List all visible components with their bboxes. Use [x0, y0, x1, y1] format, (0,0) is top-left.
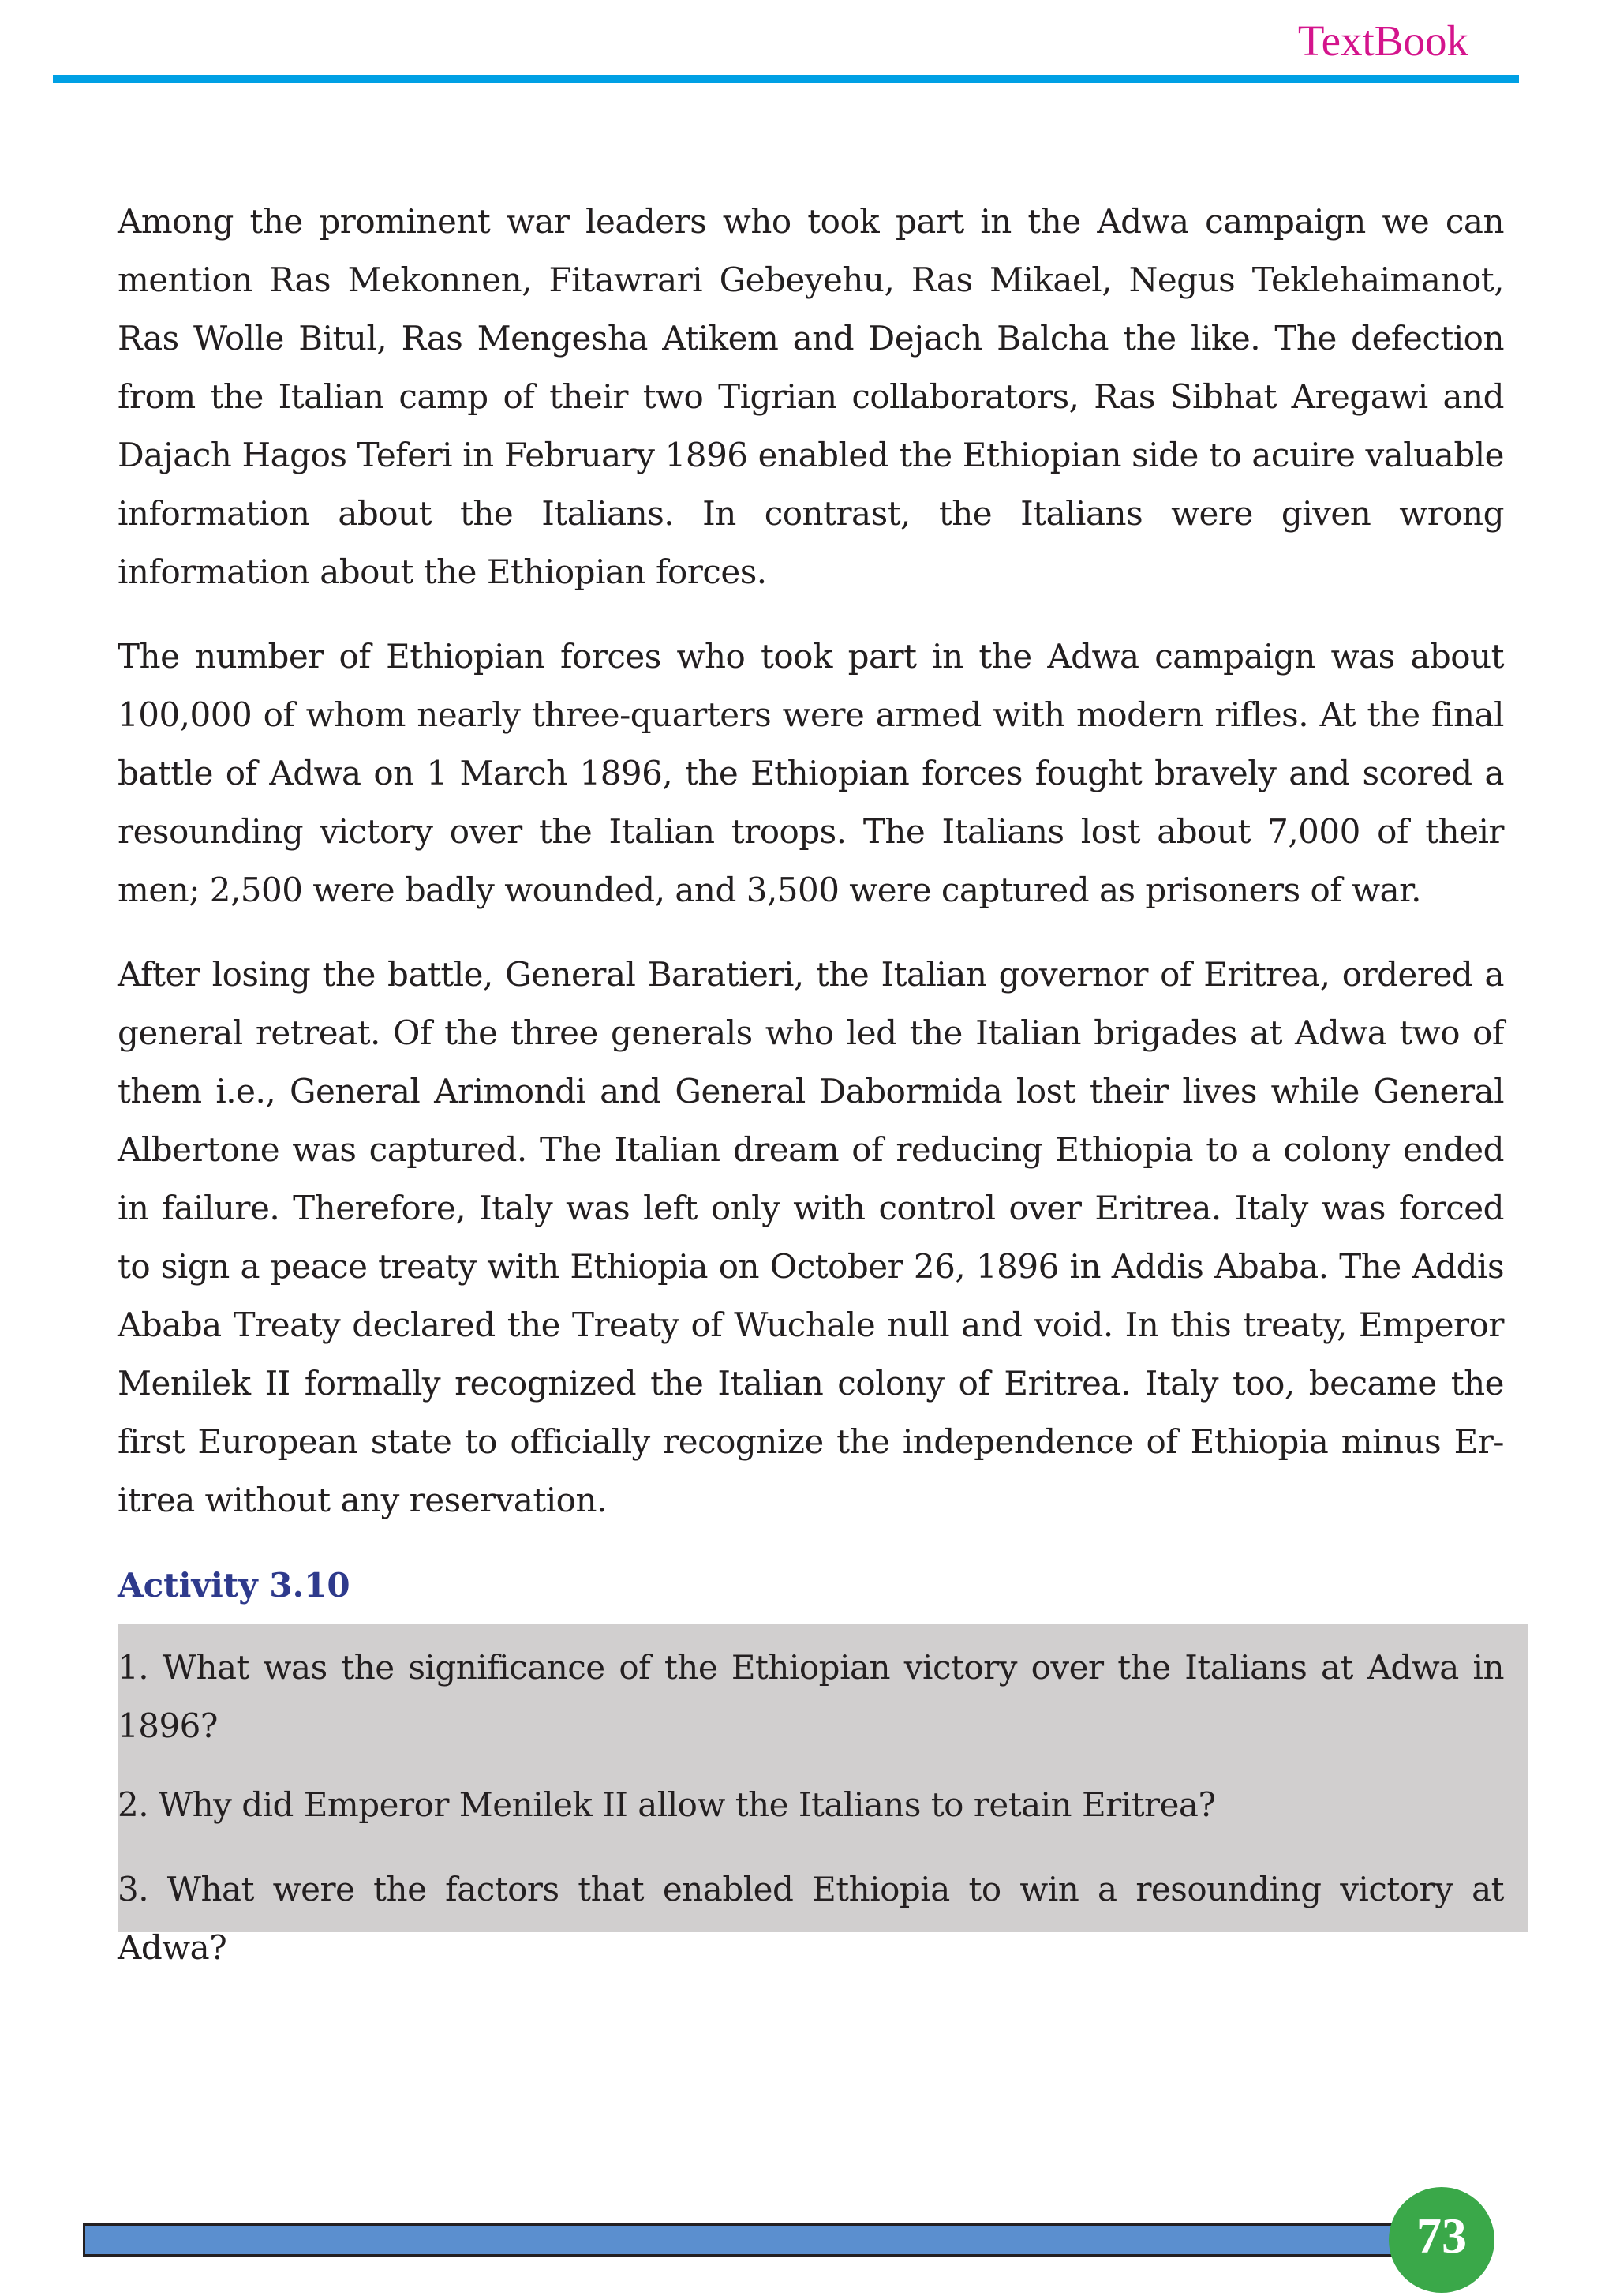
main-content	[118, 193, 1504, 1609]
activity-question-3: 3. What were the factors that enabled Ethiopia to win a resounding victory at Adwa?	[118, 1870, 1504, 1967]
paragraph-war-leaders: Among the prominent war leaders who took part in the Adwa campaign we can mention Ras Mekonnen, Fitawrari Gebeyehu, Ras Mikael, Negus Teklehaimanot, Ras Wolle Bitul, Ras Mengesha Atikem and Dejach Balcha the like. The defection from the Italian camp of their two Tigrian collaborators, Ras Sibhat Aregawi and Dajach Hagos Teferi in February 1896 enabled the Ethiopian side to acuire valuable information about the Italians. In contrast, the Italians were given wrong information about the Ethiopian forces.	[118, 202, 1504, 591]
paragraph-forces: The number of Ethiopian forces who took part in the Adwa campaign was about 100,000 of whom nearly three-quarters were armed with modern rifles. At the final battle of Adwa on 1 March 1896, the Ethiopian forces fought bravely and scored a resounding victory over the Italian troops. The Italians lost about 7,000 of their men; 2,500 were badly wounded, and 3,500 were captured as prisoners of war.	[118, 637, 1504, 909]
activity-question-1: 1. What was the significance of the Ethiopian victory over the Italians at Adwa in 1896?	[118, 1648, 1504, 1745]
footer-bar	[83, 2223, 1424, 2257]
header-label: TextBook	[1297, 17, 1468, 65]
paragraph-aftermath: After losing the battle, General Baratieri, the Italian governor of Eritrea, ordered a general retreat. Of the three generals who led the Italian brigades at Adwa two of them i.e., General Arimondi and General Dabormida lost their lives while General Albertone was captured. The Italian dream of reducing Ethiopia to a colony ended in failure. Therefore, Italy was left only with control over Eritrea. Italy was forced to sign a peace treaty with Ethiopia on October 26, 1896 in Addis Ababa. The Addis Ababa Treaty declared the Treaty of Wuchale null and void. In this treaty, Emperor Menilek II formally recognized the Italian colony of Eritrea. Italy too, became the first European state to officially recognize the independence of Ethiopia minus Er-itrea without any reservation.	[118, 955, 1504, 1519]
activity-question-2: 2. Why did Emperor Menilek II allow the Italians to retain Eritrea?	[118, 1785, 1216, 1824]
page-number-badge	[1389, 2187, 1494, 2293]
activity-title: Activity 3.10	[118, 1566, 350, 1605]
header-divider	[53, 75, 1519, 83]
activity-questions-box	[118, 1624, 1528, 1967]
page-number: 73	[1416, 2208, 1467, 2264]
